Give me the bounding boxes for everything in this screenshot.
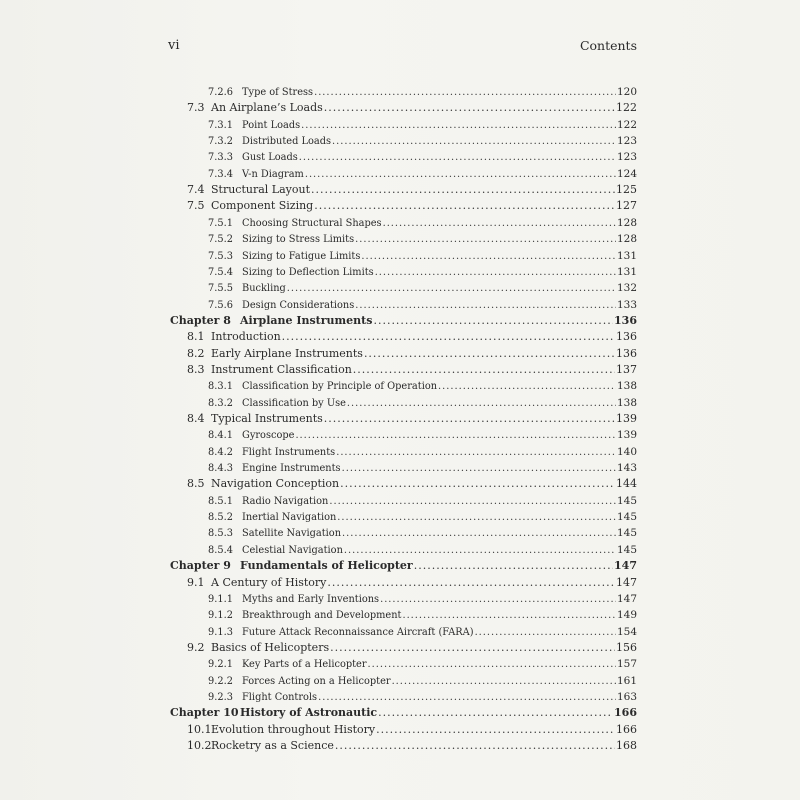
toc-entry-number: 7.5.4 (208, 266, 233, 278)
toc-entry-number: 9.2.2 (208, 675, 233, 687)
toc-entry-number: 9.2 (187, 640, 205, 654)
toc-entry-number: 7.2.6 (208, 87, 233, 98)
toc-entry[interactable] (208, 280, 637, 296)
toc-entry-number: 8.4.3 (208, 463, 233, 475)
toc-entry[interactable] (187, 640, 637, 656)
toc-entry-page-number: 131 (616, 249, 637, 262)
toc-entry[interactable] (208, 444, 637, 460)
toc-entry-number: 7.3 (187, 101, 205, 115)
toc-entry-page-number: 136 (614, 313, 637, 327)
toc-entry-page-number: 133 (616, 298, 637, 311)
toc-entry-number: 7.4 (187, 183, 205, 197)
toc-entry-page-number: 122 (616, 118, 637, 131)
toc-entry-page-number: 168 (616, 739, 637, 752)
toc-entry[interactable] (208, 591, 637, 607)
toc-entry-title: History of Astronautic (240, 706, 378, 720)
dot-leader (340, 476, 615, 492)
toc-entry[interactable] (208, 264, 637, 280)
dot-leader (311, 182, 615, 198)
toc-entry-number: 8.5.2 (208, 512, 233, 524)
toc-entry-number: 7.5 (187, 199, 205, 213)
dot-leader (344, 543, 616, 559)
dot-leader (314, 85, 616, 101)
toc-entry[interactable] (187, 198, 637, 214)
toc-entry[interactable] (208, 493, 637, 509)
toc-entry[interactable] (187, 346, 637, 362)
toc-entry-title: Early Airplane Instruments (211, 346, 363, 360)
dot-leader (342, 526, 616, 542)
toc-entry-page-number: 149 (616, 609, 637, 622)
toc-entry-title: Satellite Navigation (242, 528, 342, 540)
toc-entry-number: Chapter 9 (170, 559, 231, 573)
toc-entry-page-number: 140 (616, 445, 637, 458)
dot-leader (329, 494, 616, 510)
dot-leader (336, 445, 616, 461)
toc-entry-number: 7.3.3 (208, 152, 233, 164)
toc-entry-page-number: 161 (616, 674, 637, 687)
toc-entry[interactable] (187, 738, 637, 754)
toc-entry-number: 7.3.2 (208, 136, 233, 148)
toc-entry[interactable] (208, 215, 637, 231)
toc-entry[interactable] (208, 509, 637, 525)
toc-entry-number: 8.3.1 (208, 381, 233, 393)
dot-leader (368, 657, 616, 673)
toc-entry-title: Structural Layout (211, 183, 310, 197)
toc-entry-page-number: 163 (616, 690, 637, 703)
dot-leader (327, 575, 615, 591)
toc-entry[interactable] (208, 166, 637, 182)
dot-leader (402, 608, 616, 624)
toc-entry-title: Radio Navigation (242, 495, 329, 507)
toc-entry-title: A Century of History (211, 575, 327, 589)
toc-entry-number: 8.5.3 (208, 528, 233, 540)
dot-leader (282, 329, 615, 345)
toc-entry[interactable] (187, 362, 637, 378)
toc-entry[interactable] (208, 395, 637, 411)
dot-leader (301, 118, 616, 134)
dot-leader (337, 510, 616, 526)
toc-entry-page-number: 132 (616, 282, 637, 295)
toc-entry-number: 8.3 (187, 362, 205, 376)
dot-leader (335, 738, 615, 754)
page-header (168, 38, 637, 54)
toc-entry-page-number: 136 (616, 330, 637, 344)
toc-entry-number: 10.2 (187, 739, 212, 752)
toc-entry-page-number: 122 (616, 101, 637, 115)
toc-entry-title: Sizing to Fatigue Limits (242, 250, 361, 262)
dot-leader (475, 625, 616, 641)
toc-entry-page-number: 137 (616, 362, 637, 376)
toc-entry-page-number: 145 (616, 543, 637, 556)
toc-entry-title: Instrument Classification (211, 362, 352, 376)
toc-entry-title: Typical Instruments (211, 412, 323, 425)
page-folio: vi (168, 38, 180, 53)
toc-entry-title: Component Sizing (211, 199, 314, 213)
toc-entry-number: 7.3.1 (208, 119, 233, 131)
dot-leader (324, 411, 615, 427)
toc-entry-page-number: 145 (616, 527, 637, 540)
toc-entry-number: 8.4.1 (208, 430, 233, 442)
toc-entry-title: Introduction (211, 330, 281, 344)
toc-entry-title: Buckling (242, 283, 286, 295)
toc-entry-number: Chapter 10 (170, 706, 239, 720)
toc-entry-page-number: 166 (614, 706, 637, 720)
toc-entry-number: 7.3.4 (208, 168, 233, 180)
toc-entry-title: Inertial Navigation (242, 512, 337, 524)
toc-entry-title: Classification by Principle of Operation (242, 381, 438, 393)
toc-entry[interactable] (208, 149, 637, 165)
toc-entry-title: Forces Acting on a Helicopter (242, 675, 391, 687)
dot-leader (353, 362, 615, 378)
toc-entry[interactable] (170, 558, 637, 574)
dot-leader (376, 722, 615, 738)
toc-entry-page-number: 166 (616, 722, 637, 736)
toc-entry[interactable] (208, 525, 637, 541)
dot-leader (375, 265, 616, 281)
toc-entry-page-number: 156 (616, 640, 637, 654)
toc-entry-number: 7.5.3 (208, 250, 233, 262)
toc-entry[interactable] (187, 476, 637, 492)
toc-entry[interactable] (187, 100, 637, 116)
toc-entry-number: 8.5.4 (208, 544, 233, 556)
dot-leader (355, 298, 616, 314)
toc-entry-number: 10.1 (187, 722, 212, 736)
toc-entry-number: 9.1.2 (208, 610, 233, 622)
toc-entry-page-number: 128 (616, 233, 637, 246)
toc-entry-number: Chapter 8 (170, 313, 231, 327)
toc-entry-number: 8.4.2 (208, 446, 233, 458)
toc-entry-page-number: 145 (616, 494, 637, 507)
toc-entry-page-number: 147 (616, 575, 637, 589)
dot-leader (373, 313, 613, 329)
toc-entry[interactable] (187, 182, 637, 198)
toc-entry-number: 7.5.1 (208, 217, 233, 229)
toc-entry-page-number: 123 (616, 151, 637, 164)
dot-leader (342, 461, 616, 477)
dot-leader (392, 674, 616, 690)
toc-entry-number: 8.4 (187, 412, 205, 425)
toc-entry-title: Type of Stress (242, 87, 314, 98)
dot-leader (414, 558, 613, 574)
dot-leader (355, 232, 616, 248)
toc-entry-page-number: 143 (616, 462, 637, 475)
dot-leader (295, 428, 616, 444)
toc-entry-page-number: 139 (616, 412, 637, 425)
toc-entry-number: 8.5.1 (208, 495, 233, 507)
dot-leader (364, 346, 615, 362)
toc-entry-number: 8.5 (187, 477, 205, 491)
toc-entry-title: Flight Instruments (242, 446, 336, 458)
toc-entry-title: Fundamentals of Helicopter (240, 559, 413, 573)
toc-entry-title: Rocketry as a Science (211, 739, 334, 752)
toc-entry-title: An Airplane’s Loads (211, 101, 323, 115)
toc-entry-title: Breakthrough and Development (242, 610, 402, 622)
dot-leader (314, 198, 615, 214)
toc-entry-title: Choosing Structural Shapes (242, 217, 382, 229)
toc-entry-number: 9.1 (187, 575, 205, 589)
dot-leader (380, 592, 616, 608)
toc-entry[interactable] (208, 673, 637, 689)
toc-entry-title: Sizing to Stress Limits (242, 234, 355, 246)
toc-entry[interactable] (208, 427, 637, 443)
toc-entry-title: Point Loads (242, 119, 301, 131)
toc-entry-title: Gust Loads (242, 152, 298, 164)
toc-entry[interactable] (208, 117, 637, 133)
toc-entry-page-number: 154 (616, 625, 637, 638)
toc-entry-page-number: 157 (616, 658, 637, 671)
toc-entry[interactable] (208, 248, 637, 264)
toc-entry[interactable] (208, 231, 637, 247)
toc-entry[interactable] (208, 607, 637, 623)
toc-entry-number: 9.1.3 (208, 626, 233, 638)
toc-entry-number: 9.2.1 (208, 659, 233, 671)
toc-entry-title: Classification by Use (242, 397, 346, 409)
running-head: Contents (579, 38, 637, 53)
toc-entry[interactable] (208, 624, 637, 640)
toc-entry-number: 8.2 (187, 346, 205, 360)
toc-entry-number: 8.1 (187, 330, 205, 344)
toc-entry[interactable] (187, 722, 637, 738)
toc-entry-title: Engine Instruments (242, 463, 341, 475)
toc-entry[interactable] (208, 656, 637, 672)
toc-entry[interactable] (208, 378, 637, 394)
dot-leader (347, 396, 616, 412)
toc-entry-title: Celestial Navigation (242, 544, 343, 556)
toc-entry[interactable] (187, 411, 637, 427)
dot-leader (305, 167, 616, 183)
toc-entry-title: Sizing to Deflection Limits (242, 266, 374, 278)
dot-leader (378, 705, 613, 721)
toc-entry[interactable] (170, 313, 637, 329)
toc-entry[interactable] (187, 575, 637, 591)
toc-entry-page-number: 123 (616, 135, 637, 148)
toc-entry-title: Basics of Helicopters (211, 640, 330, 654)
toc-entry-title: Evolution throughout History (211, 722, 376, 736)
dot-leader (318, 690, 616, 706)
toc-entry-page-number: 128 (616, 216, 637, 229)
toc-entry-number: 9.2.3 (208, 691, 233, 703)
toc-entry-title: Flight Controls (242, 691, 318, 703)
toc-entry[interactable] (187, 329, 637, 345)
dot-leader (287, 281, 616, 297)
toc-entry[interactable] (208, 297, 637, 313)
toc-entry-page-number: 147 (616, 592, 637, 605)
dot-leader (299, 150, 616, 166)
toc-entry-number: 7.5.2 (208, 234, 233, 246)
toc-entry-page-number: 138 (616, 380, 637, 393)
toc-entry-page-number: 127 (616, 199, 637, 213)
toc-entry-page-number: 145 (616, 511, 637, 524)
toc-entry-title: Future Attack Reconnaissance Aircraft (FARA) (242, 626, 474, 638)
dot-leader (324, 100, 615, 116)
toc-entry-number: 7.5.5 (208, 283, 233, 295)
toc-entry[interactable] (208, 689, 637, 705)
toc-entry[interactable] (208, 133, 637, 149)
dot-leader (332, 134, 616, 150)
toc-entry-page-number: 131 (616, 265, 637, 278)
toc-entry-page-number: 147 (614, 559, 637, 573)
toc-entry[interactable] (208, 460, 637, 476)
toc-entry-page-number: 124 (616, 167, 637, 180)
toc-entry-title: Myths and Early Inventions (242, 593, 380, 605)
toc-entry-title: Airplane Instruments (240, 313, 373, 327)
toc-entry-title: Navigation Conception (211, 477, 340, 491)
dot-leader (361, 249, 616, 265)
toc-entry-page-number: 120 (616, 86, 637, 98)
toc-entry-title: Gyroscope (242, 430, 295, 442)
toc-entry-title: Distributed Loads (242, 136, 332, 148)
toc-entry-title: V-n Diagram (242, 168, 304, 180)
toc-entry-page-number: 136 (616, 346, 637, 360)
dot-leader (383, 216, 616, 232)
toc-entry-title: Design Considerations (242, 299, 355, 311)
toc-entry-page-number: 139 (616, 429, 637, 442)
toc-entry-title: Key Parts of a Helicopter (242, 659, 367, 671)
dot-leader (438, 379, 616, 395)
toc-entry-number: 9.1.1 (208, 593, 233, 605)
toc-entry-page-number: 138 (616, 396, 637, 409)
toc-entry[interactable] (208, 542, 637, 558)
toc-entry-page-number: 125 (616, 183, 637, 197)
toc-entry[interactable] (170, 705, 637, 721)
toc-entry-number: 7.5.6 (208, 299, 233, 311)
dot-leader (330, 640, 615, 656)
toc-entry-number: 8.3.2 (208, 397, 233, 409)
toc-entry-page-number: 144 (616, 477, 637, 491)
toc-entry[interactable] (208, 84, 637, 100)
